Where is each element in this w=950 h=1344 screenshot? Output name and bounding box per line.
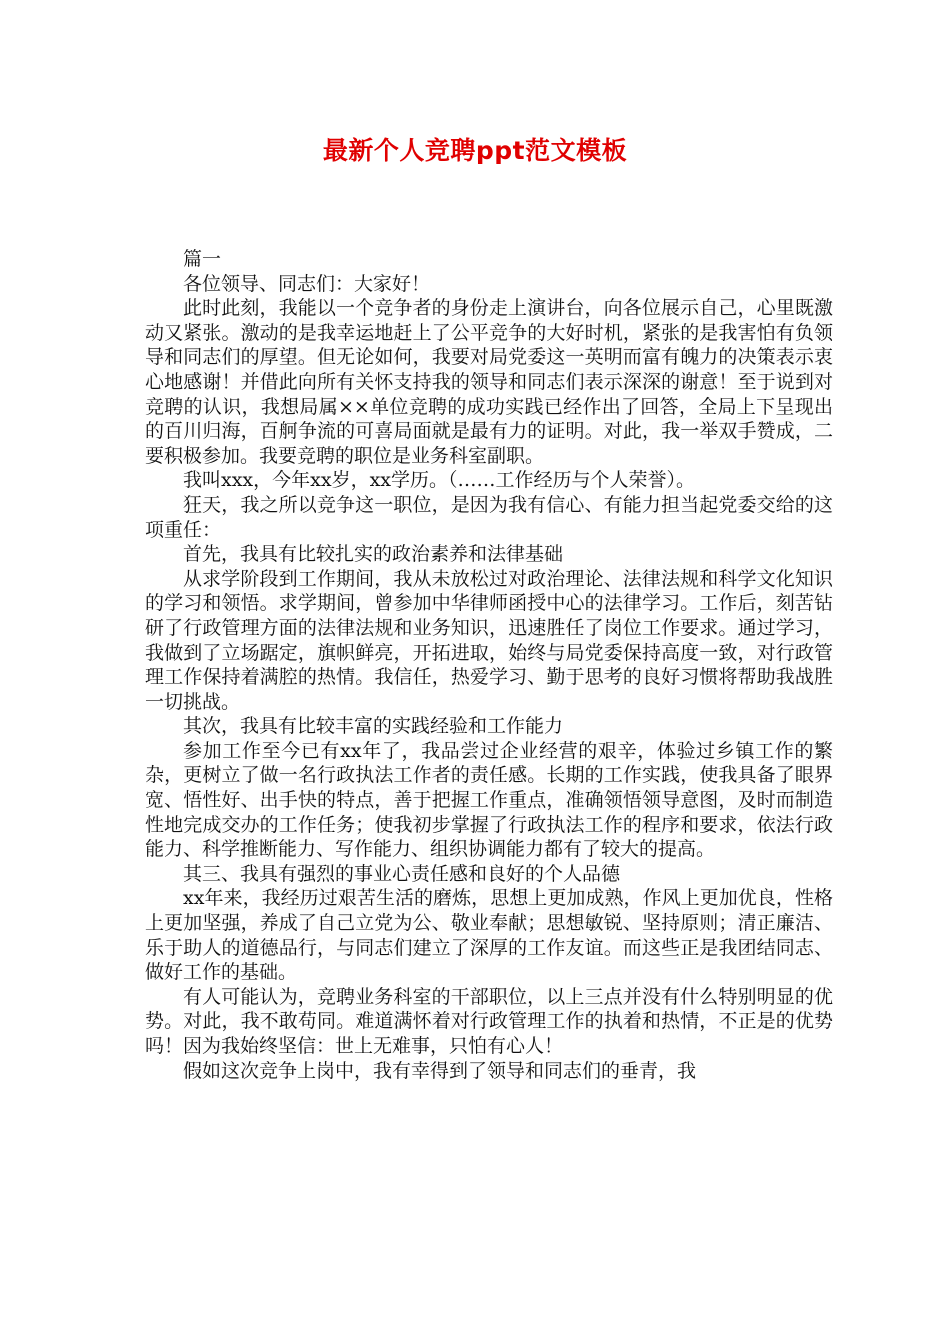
body-paragraph: 我叫xxx，今年xx岁，xx学历。（……工作经历与个人荣誉）。 [183,469,696,492]
body-paragraph: 此时此刻，我能以一个竞争者的身份走上演讲台，向各位展示自己，心里既激动又紧张。激动的是我幸运地赶上了公平竞争的大好时机，紧张的是我害怕有负领导和同志们的厚望。但无论如何，我要对局党委这一英明而富有魄力的决策表示衷心地感谢！并借此向所有关怀支持我的领导和同志们表示深深的谢意！至于说到对竞聘的认识，我想局属××单位竞聘的成功实践已经作出了回答，全局上下呈现出的百川归海，百舸争流的可喜局面就是最有力的证明。对此，我一举双手赞成，二要积极参加。我要竞聘的职位是业务科室副职。 [145,297,833,467]
document-body [145,247,833,1083]
body-paragraph: 参加工作至今已有xx年了，我品尝过企业经营的艰辛，体验过乡镇工作的繁杂，更树立了做一名行政执法工作者的责任感。长期的工作实践，使我具备了眼界宽、悟性好、出手快的特点，善于把握工作重点，准确领悟领导意图，及时而制造性地完成交办的工作任务；使我初步掌握了行政执法工作的程序和要求，依法行政能力、科学推断能力、写作能力、组织协调能力都有了较大的提高。 [145,739,833,861]
body-paragraph: xx年来，我经历过艰苦生活的磨炼，思想上更加成熟，作风上更加优良，性格上更加坚强，养成了自己立党为公、敬业奉献；思想敏锐、坚持原则；清正廉洁、乐于助人的道德品行，与同志们建立了深厚的工作友谊。而这些正是我团结同志、做好工作的基础。 [145,887,833,984]
body-paragraph: 狂天，我之所以竞争这一职位，是因为我有信心、有能力担当起党委交给的这项重任： [145,493,833,541]
greeting-paragraph: 各位领导、同志们：大家好！ [183,272,431,295]
point-heading: 其次，我具有比较丰富的实践经验和工作能力 [183,715,564,738]
document-title: 最新个人竞聘ppt范文模板 [322,136,628,165]
point-heading: 其三、我具有强烈的事业心责任感和良好的个人品德 [183,862,621,885]
body-paragraph: 假如这次竞争上岗中，我有幸得到了领导和同志们的垂青，我 [183,1059,697,1082]
section-heading: 篇一 [183,248,222,270]
body-paragraph: 有人可能认为，竞聘业务科室的干部职位，以上三点并没有什么特别明显的优势。对此，我不敢苟同。难道满怀着对行政管理工作的执着和热情，不正是的优势吗！因为我始终坚信：世上无难事，只怕有心人！ [145,985,833,1057]
body-paragraph: 从求学阶段到工作期间，我从未放松过对政治理论、法律法规和科学文化知识的学习和领悟。求学期间，曾参加中华律师函授中心的法律学习。工作后，刻苦钻研了行政管理方面的法律法规和业务知识，迅速胜任了岗位工作要求。通过学习，我做到了立场踞定，旗帜鲜亮，开拓进取，始终与局党委保持高度一致，对行政管理工作保持着满腔的热情。我信任，热爱学习、勤于思考的良好习惯将帮助我战胜一切挑战。 [145,567,833,713]
point-heading: 首先，我具有比较扎实的政治素养和法律基础 [183,543,564,566]
